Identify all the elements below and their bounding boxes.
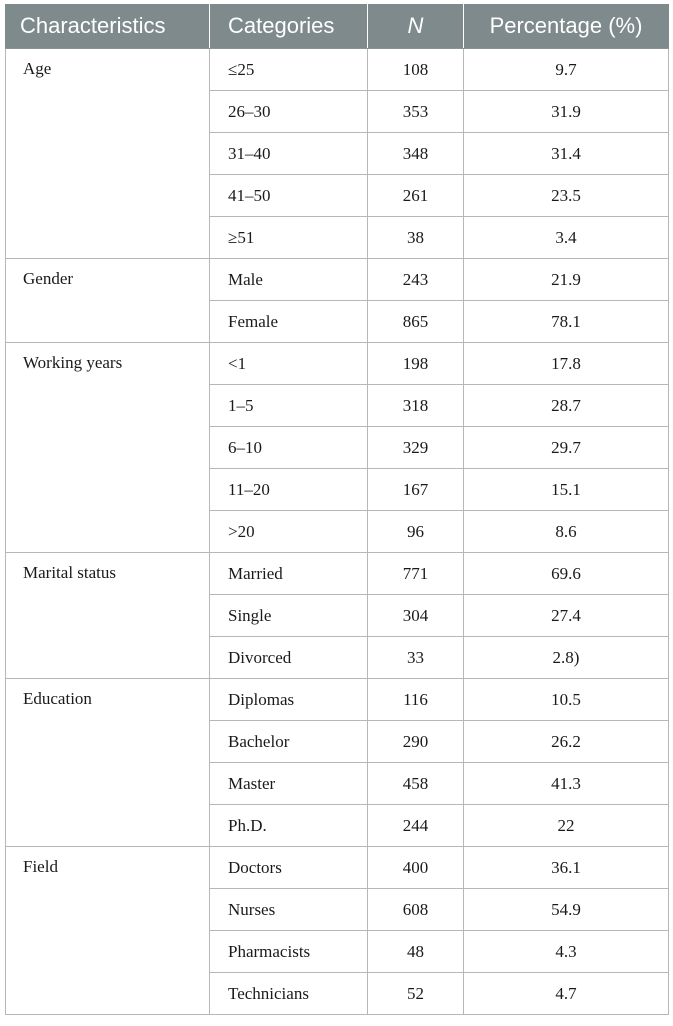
category-cell: Doctors <box>210 847 368 889</box>
percentage-cell: 21.9 <box>464 259 669 301</box>
n-cell: 244 <box>368 805 464 847</box>
n-cell: 243 <box>368 259 464 301</box>
percentage-cell: 10.5 <box>464 679 669 721</box>
category-cell: 41–50 <box>210 175 368 217</box>
table-row <box>6 553 669 595</box>
category-cell: Master <box>210 763 368 805</box>
category-cell: <1 <box>210 343 368 385</box>
n-cell: 96 <box>368 511 464 553</box>
percentage-cell: 17.8 <box>464 343 669 385</box>
category-cell: >20 <box>210 511 368 553</box>
table-row <box>6 679 669 721</box>
n-cell: 329 <box>368 427 464 469</box>
percentage-cell: 54.9 <box>464 889 669 931</box>
percentage-cell: 2.8) <box>464 637 669 679</box>
category-cell: ≥51 <box>210 217 368 259</box>
table-row <box>6 847 669 889</box>
category-cell: Female <box>210 301 368 343</box>
category-cell: Nurses <box>210 889 368 931</box>
category-cell: Married <box>210 553 368 595</box>
n-cell: 348 <box>368 133 464 175</box>
characteristic-cell: Education <box>6 679 210 847</box>
percentage-cell: 36.1 <box>464 847 669 889</box>
category-cell: Single <box>210 595 368 637</box>
characteristic-cell: Age <box>6 49 210 259</box>
header-row <box>6 4 669 49</box>
percentage-cell: 41.3 <box>464 763 669 805</box>
n-cell: 33 <box>368 637 464 679</box>
percentage-cell: 22 <box>464 805 669 847</box>
category-cell: 31–40 <box>210 133 368 175</box>
percentage-cell: 31.4 <box>464 133 669 175</box>
characteristic-cell: Marital status <box>6 553 210 679</box>
header-n: N <box>368 4 464 49</box>
characteristic-cell: Gender <box>6 259 210 343</box>
percentage-cell: 4.7 <box>464 973 669 1015</box>
header-characteristics: Characteristics <box>6 4 210 49</box>
header-categories: Categories <box>210 4 368 49</box>
category-cell: Divorced <box>210 637 368 679</box>
table-row <box>6 49 669 91</box>
n-cell: 198 <box>368 343 464 385</box>
n-cell: 865 <box>368 301 464 343</box>
n-cell: 290 <box>368 721 464 763</box>
characteristic-cell: Field <box>6 847 210 1015</box>
percentage-cell: 28.7 <box>464 385 669 427</box>
percentage-cell: 15.1 <box>464 469 669 511</box>
category-cell: Diplomas <box>210 679 368 721</box>
percentage-cell: 8.6 <box>464 511 669 553</box>
n-cell: 52 <box>368 973 464 1015</box>
n-cell: 116 <box>368 679 464 721</box>
table-row <box>6 259 669 301</box>
n-cell: 353 <box>368 91 464 133</box>
n-cell: 608 <box>368 889 464 931</box>
n-cell: 771 <box>368 553 464 595</box>
category-cell: 11–20 <box>210 469 368 511</box>
n-cell: 304 <box>368 595 464 637</box>
demographics-table-container <box>5 4 668 1015</box>
percentage-cell: 69.6 <box>464 553 669 595</box>
characteristic-cell: Working years <box>6 343 210 553</box>
n-cell: 458 <box>368 763 464 805</box>
n-cell: 318 <box>368 385 464 427</box>
category-cell: Pharmacists <box>210 931 368 973</box>
category-cell: ≤25 <box>210 49 368 91</box>
category-cell: 1–5 <box>210 385 368 427</box>
percentage-cell: 4.3 <box>464 931 669 973</box>
n-cell: 48 <box>368 931 464 973</box>
percentage-cell: 9.7 <box>464 49 669 91</box>
percentage-cell: 29.7 <box>464 427 669 469</box>
n-cell: 167 <box>368 469 464 511</box>
demographics-table <box>5 4 669 1015</box>
n-cell: 108 <box>368 49 464 91</box>
percentage-cell: 31.9 <box>464 91 669 133</box>
category-cell: Bachelor <box>210 721 368 763</box>
table-body <box>6 49 669 1015</box>
percentage-cell: 23.5 <box>464 175 669 217</box>
n-cell: 38 <box>368 217 464 259</box>
category-cell: Ph.D. <box>210 805 368 847</box>
category-cell: 26–30 <box>210 91 368 133</box>
n-cell: 261 <box>368 175 464 217</box>
header-percentage: Percentage (%) <box>464 4 669 49</box>
percentage-cell: 26.2 <box>464 721 669 763</box>
category-cell: Technicians <box>210 973 368 1015</box>
category-cell: Male <box>210 259 368 301</box>
n-cell: 400 <box>368 847 464 889</box>
percentage-cell: 3.4 <box>464 217 669 259</box>
table-row <box>6 343 669 385</box>
percentage-cell: 78.1 <box>464 301 669 343</box>
category-cell: 6–10 <box>210 427 368 469</box>
percentage-cell: 27.4 <box>464 595 669 637</box>
table-header <box>6 4 669 49</box>
